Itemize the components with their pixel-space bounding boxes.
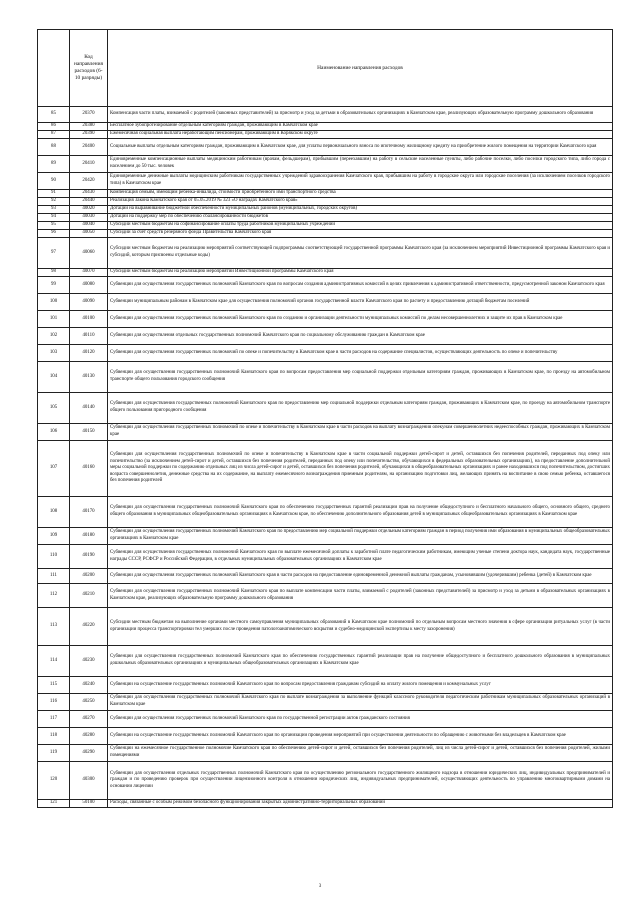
row-number: 101 bbox=[38, 311, 70, 328]
row-name: Субвенции для осуществления государственных полномочий Камчатского края по предоставлению мер социальной поддержки отдельным категориям граждан в период получения ими образования в муниципальных общеобразовательных организациях в Камчатском крае bbox=[108, 528, 613, 545]
row-name: Субвенции на ежемесячное государственное полномочие Камчатского края по обеспечению детей-сирот и детей, оставшихся без попечения родителей, лиц из числа детей-сирот и детей, оставшихся без попечения родителей, жилыми помещениями bbox=[108, 745, 613, 762]
row-name: Субвенции для осуществления государственных полномочий Камчатского края по выплате ежемесячной доплаты к заработной плате педагогическим работникам, имеющим ученые степени доктора наук, кандидата наук, государственные награды СССР, РСФСР и Российской Федерации, в отдельных муниципальных образовательных организациях в Камчатском крае bbox=[108, 545, 613, 569]
row-name: Субвенции для осуществления государственных полномочий Камчатского края по созданию и организации деятельности муниципальных комиссий по делам несовершеннолетних и защите их прав в Камчатском крае bbox=[108, 311, 613, 328]
row-code: 40080 bbox=[70, 277, 108, 294]
row-number: 87 bbox=[38, 131, 70, 139]
row-code: 40110 bbox=[70, 328, 108, 345]
row-code: 40050 bbox=[70, 230, 108, 238]
expense-codes-table bbox=[37, 29, 613, 808]
row-name: Субвенции для осуществления государственных полномочий Камчатского края по предоставлению мер социальной поддержки отдельным категориям граждан, проживающих в Камчатском крае, по проезду на автомобильном транспорте общего пользования пригородного сообщения bbox=[108, 393, 613, 424]
row-code: 40280 bbox=[70, 728, 108, 745]
row-number: 95 bbox=[38, 222, 70, 230]
row-code: 40070 bbox=[70, 269, 108, 277]
row-name: Субвенции для осуществления государственных полномочий Камчатского края по выплате вознаграждения за выполнение функций классного руководителя педагогическим работникам муниципальных образовательных организаций в Камчатском крае bbox=[108, 694, 613, 711]
row-name: Субвенции на осуществление государственных полномочий Камчатского края по организации проведения мероприятий при осуществлении деятельности по обращению с животными без владельцев в Камчатском крае bbox=[108, 728, 613, 745]
row-number: 110 bbox=[38, 545, 70, 569]
table-row bbox=[38, 131, 613, 139]
row-code: 40250 bbox=[70, 694, 108, 711]
table-row bbox=[38, 362, 613, 393]
row-code: 40210 bbox=[70, 584, 108, 608]
row-name: Субвенции для осуществления государственных полномочий по опеке и попечительству в Камчатском крае в части расходов на содержание специалистов, осуществляющих деятельность по опеке и попечительству bbox=[108, 345, 613, 362]
row-name: Субвенции муниципальным районам в Камчатском крае для осуществления полномочий органов государственной власти Камчатского края по расчету и предоставлению дотаций бюджетам поселений bbox=[108, 294, 613, 311]
row-code: 40160 bbox=[70, 441, 108, 497]
table-row bbox=[38, 424, 613, 441]
row-code: 20430 bbox=[70, 190, 108, 198]
row-code: 40060 bbox=[70, 238, 108, 269]
row-code: 40220 bbox=[70, 608, 108, 646]
row-code: 40300 bbox=[70, 762, 108, 800]
row-code: 40030 bbox=[70, 214, 108, 222]
row-code: 40120 bbox=[70, 345, 108, 362]
row-name: Субвенции для осуществления отдельных государственных полномочий Камчатского края по осуществлению регионального государственного жилищного надзора в отношении юридических лиц, индивидуальных предпринимателей и граждан и по проведению проверок при осуществлении лицензионного контроля в отношении юридических лиц, индивидуальных предпринимателей, осуществляющих деятельность по управлению многоквартирными домами на основании лицензии bbox=[108, 762, 613, 800]
row-name: Субвенции для осуществления государственных полномочий Камчатского края в части расходов на предоставление единовременной денежной выплаты гражданам, усыновившим (удочерившим) ребенка (детей) в Камчатском крае bbox=[108, 569, 613, 584]
row-number: 105 bbox=[38, 393, 70, 424]
row-number: 108 bbox=[38, 497, 70, 528]
row-number: 100 bbox=[38, 294, 70, 311]
row-code: 40180 bbox=[70, 528, 108, 545]
table-row bbox=[38, 214, 613, 222]
table-row bbox=[38, 762, 613, 800]
header-code: Код направления расходов (6-10 разряды) bbox=[70, 30, 108, 107]
page-number: 3 bbox=[318, 884, 322, 889]
row-code: 40040 bbox=[70, 222, 108, 230]
table-row bbox=[38, 173, 613, 190]
table-row bbox=[38, 277, 613, 294]
row-code: 40020 bbox=[70, 206, 108, 214]
row-name: Субсидии местным бюджетам на реализацию мероприятий Инвестиционной программы Камчатского края bbox=[108, 269, 613, 277]
row-number: 88 bbox=[38, 139, 70, 156]
table-row bbox=[38, 139, 613, 156]
table-row bbox=[38, 441, 613, 497]
row-code: 40270 bbox=[70, 711, 108, 728]
row-number: 93 bbox=[38, 206, 70, 214]
row-name: Субвенции для осуществления государственных полномочий по опеке и попечительству в Камчатском крае в части расходов на выплату вознаграждения опекунам совершеннолетних недееспособных граждан, проживающих в Камчатском крае bbox=[108, 424, 613, 441]
row-number: 94 bbox=[38, 214, 70, 222]
row-number: 114 bbox=[38, 646, 70, 677]
table-row bbox=[38, 393, 613, 424]
row-code: 40150 bbox=[70, 424, 108, 441]
row-name: Единовременные денежные выплаты медицинским работникам государственных учреждений здравоохранения Камчатского края, прибывшим на работу в городские округа или городские поселения (за исключением поселков городского типа) в Камчатском крае bbox=[108, 173, 613, 190]
row-number: 111 bbox=[38, 569, 70, 584]
table-header-row bbox=[38, 30, 613, 107]
table-row bbox=[38, 545, 613, 569]
row-name: Единовременные компенсационные выплаты медицинским работникам (врачам, фельдшерам), прибывшим (переехавшим) на работу в сельские населенные пункты, либо рабочие поселки, либо поселки городского типа, либо города с населением до 50 тыс. человек bbox=[108, 156, 613, 173]
table-row bbox=[38, 238, 613, 269]
row-name: Субвенции для осуществления государственных полномочий Камчатского края по обеспечению государственных гарантий реализации прав на получение общедоступного и бесплатного дошкольного образования в муниципальных дошкольных образовательных организациях и муниципальных общеобразовательных организациях в Камчатском крае bbox=[108, 646, 613, 677]
table-row bbox=[38, 123, 613, 131]
table-row bbox=[38, 190, 613, 198]
row-code: 40170 bbox=[70, 497, 108, 528]
table-row bbox=[38, 328, 613, 345]
table-row bbox=[38, 745, 613, 762]
row-code: 20400 bbox=[70, 139, 108, 156]
row-number: 98 bbox=[38, 269, 70, 277]
row-number: 117 bbox=[38, 711, 70, 728]
row-number: 116 bbox=[38, 694, 70, 711]
row-number: 96 bbox=[38, 230, 70, 238]
table-row bbox=[38, 206, 613, 214]
row-code: 20380 bbox=[70, 123, 108, 131]
table-row bbox=[38, 608, 613, 646]
table-row bbox=[38, 694, 613, 711]
row-name: Расходы, связанные с особым режимом безопасного функционирования закрытых административно-территориальных образований bbox=[108, 800, 613, 808]
table-row bbox=[38, 198, 613, 206]
table-row bbox=[38, 584, 613, 608]
row-number: 118 bbox=[38, 728, 70, 745]
row-name: Субвенции для осуществления государственных полномочий по опеке и попечительству в Камчатском крае в части социальной поддержки детей-сирот и детей, оставшихся без попечения родителей, переданных под опеку или попечительство (за исключением детей-сирот и детей, оставшихся без попечения родителей, переданных под опеку или попечительство, обучающихся в федеральных образовательных организациях), на предоставление дополнительной меры социальной поддержки по содержанию отдельных лиц из числа детей-сирот и детей, оставшихся без попечения родителей, обучающихся в общеобразовательных организациях и ранее находившихся под попечительством, достигших возраста совершеннолетия, денежные средства на их содержание, на выплату ежемесячного вознаграждения приемным родителям, на организацию подготовки лиц, желающих принять на воспитание в свою семью ребенка, оставшегося без попечения родителей bbox=[108, 441, 613, 497]
row-code: 40140 bbox=[70, 393, 108, 424]
row-name: Субвенции на осуществление государственных полномочий Камчатского края по вопросам предоставления гражданам субсидий на оплату жилого помещения и коммунальных услуг bbox=[108, 677, 613, 694]
row-code: 50100 bbox=[70, 800, 108, 808]
document-page bbox=[37, 29, 612, 808]
row-code: 20420 bbox=[70, 173, 108, 190]
row-number: 92 bbox=[38, 198, 70, 206]
row-code: 20370 bbox=[70, 107, 108, 123]
row-number: 102 bbox=[38, 328, 70, 345]
row-code: 40200 bbox=[70, 569, 108, 584]
row-number: 120 bbox=[38, 762, 70, 800]
header-name: Наименование направления расходов bbox=[108, 30, 613, 107]
row-number: 104 bbox=[38, 362, 70, 393]
row-name: Субсидии местным бюджетам на софинансирование оплаты труда работников муниципальных учреждений bbox=[108, 222, 613, 230]
table-row bbox=[38, 569, 613, 584]
row-number: 107 bbox=[38, 441, 70, 497]
table-row bbox=[38, 497, 613, 528]
row-name: Субсидии за счет средств резервного фонда Правительства Камчатского края bbox=[108, 230, 613, 238]
row-name: Компенсация семьям, имеющим ребенка-инвалида, стоимости приобретенного ими транспортного средства bbox=[108, 190, 613, 198]
row-number: 85 bbox=[38, 107, 70, 123]
row-code: 40090 bbox=[70, 294, 108, 311]
row-number: 106 bbox=[38, 424, 70, 441]
row-code: 40190 bbox=[70, 545, 108, 569]
row-name: Субвенции для осуществления государственных полномочий Камчатского края по обеспечению государственных гарантий реализации прав на получение общедоступного и бесплатного начального общего, основного общего, среднего общего образования в муниципальных общеобразовательных организациях в Камчатском крае, по обеспечению дополнительного образования детей в муниципальных общеобразовательных организациях в Камчатском крае bbox=[108, 497, 613, 528]
row-name: Компенсация части платы, взимаемой с родителей (законных представителей) за присмотр и уход за детьми в образовательных организациях в Камчатском крае, реализующих образовательную программу дошкольного образования bbox=[108, 107, 613, 123]
table-row bbox=[38, 728, 613, 745]
table-row bbox=[38, 230, 613, 238]
table-row bbox=[38, 800, 613, 808]
table-row bbox=[38, 646, 613, 677]
row-number: 91 bbox=[38, 190, 70, 198]
row-number: 113 bbox=[38, 608, 70, 646]
row-code: 20440 bbox=[70, 198, 108, 206]
table-row bbox=[38, 677, 613, 694]
row-code: 20390 bbox=[70, 131, 108, 139]
row-code: 40130 bbox=[70, 362, 108, 393]
row-number: 99 bbox=[38, 277, 70, 294]
row-code: 40240 bbox=[70, 677, 108, 694]
row-name: Реализация Закона Камчатского края от 05.05.2019 № 323 «О наградах Камчатского края» bbox=[108, 198, 613, 206]
row-name: Бесплатное зубопротезирование отдельным категориям граждан, проживающим в Камчатском крае bbox=[108, 123, 613, 131]
row-number: 121 bbox=[38, 800, 70, 808]
row-number: 109 bbox=[38, 528, 70, 545]
row-code: 40290 bbox=[70, 745, 108, 762]
row-number: 90 bbox=[38, 173, 70, 190]
row-name: Субвенции для осуществления государственных полномочий Камчатского края по государственной регистрации актов гражданского состояния bbox=[108, 711, 613, 728]
table-row bbox=[38, 222, 613, 230]
row-number: 86 bbox=[38, 123, 70, 131]
row-number: 97 bbox=[38, 238, 70, 269]
row-code: 40100 bbox=[70, 311, 108, 328]
table-row bbox=[38, 107, 613, 123]
row-name: Ежемесячная социальная выплата неработающим пенсионерам, проживающим в Корякском округе bbox=[108, 131, 613, 139]
row-number: 89 bbox=[38, 156, 70, 173]
table-row bbox=[38, 156, 613, 173]
row-name: Субсидии местным бюджетам на реализацию мероприятий соответствующей подпрограммы соответствующей государственной программы Камчатского края (за исключением мероприятий Инвестиционной программы Камчатского края и субсидий, которым присвоены отдельные коды) bbox=[108, 238, 613, 269]
row-code: 40230 bbox=[70, 646, 108, 677]
table-row bbox=[38, 294, 613, 311]
row-number: 103 bbox=[38, 345, 70, 362]
row-name: Субсидии местным бюджетам на выполнение органами местного самоуправления муниципальных образований в Камчатском крае полномочий по отдельным вопросам местного значения в сфере организации ритуальных услуг (в части организации процесса транспортировки тел умерших после проведения патологоанатомического вскрытия и судебно-медицинской экспертизы к месту захоронения) bbox=[108, 608, 613, 646]
table-row bbox=[38, 311, 613, 328]
row-code: 20410 bbox=[70, 156, 108, 173]
row-name: Субвенции для осуществления отдельных государственных полномочий Камчатского края по социальному обслуживанию граждан в Камчатском крае bbox=[108, 328, 613, 345]
row-name: Субвенции для осуществления государственных полномочий Камчатского края по вопросам предоставления мер социальной поддержки отдельным категориям граждан, проживающих в Камчатском крае, по проезду на автомобильном транспорте общего пользования городского сообщения bbox=[108, 362, 613, 393]
table-row bbox=[38, 711, 613, 728]
table-row bbox=[38, 528, 613, 545]
row-number: 119 bbox=[38, 745, 70, 762]
row-name: Субвенции для осуществления государственных полномочий Камчатского края по вопросам создания административных комиссий в целях привлечения к административной ответственности, предусмотренной законом Камчатского края bbox=[108, 277, 613, 294]
row-name: Дотации на поддержку мер по обеспечению сбалансированности бюджетов bbox=[108, 214, 613, 222]
row-number: 115 bbox=[38, 677, 70, 694]
header-num bbox=[38, 30, 70, 107]
table-row bbox=[38, 269, 613, 277]
row-number: 112 bbox=[38, 584, 70, 608]
row-name: Социальные выплаты отдельным категориям граждан, проживающим в Камчатском крае, для уплаты первоначального взноса по ипотечному жилищному кредиту на приобретение жилого помещения на территории Камчатского края bbox=[108, 139, 613, 156]
row-name: Субвенции для осуществления государственных полномочий Камчатского края по выплате компенсации части платы, взимаемой с родителей (законных представителей) за присмотр и уход за детьми в образовательных организациях в Камчатском крае, реализующих образовательную программу дошкольного образования bbox=[108, 584, 613, 608]
row-name: Дотации на выравнивание бюджетной обеспеченности муниципальных районов (муниципальных, городских округов) bbox=[108, 206, 613, 214]
table-row bbox=[38, 345, 613, 362]
